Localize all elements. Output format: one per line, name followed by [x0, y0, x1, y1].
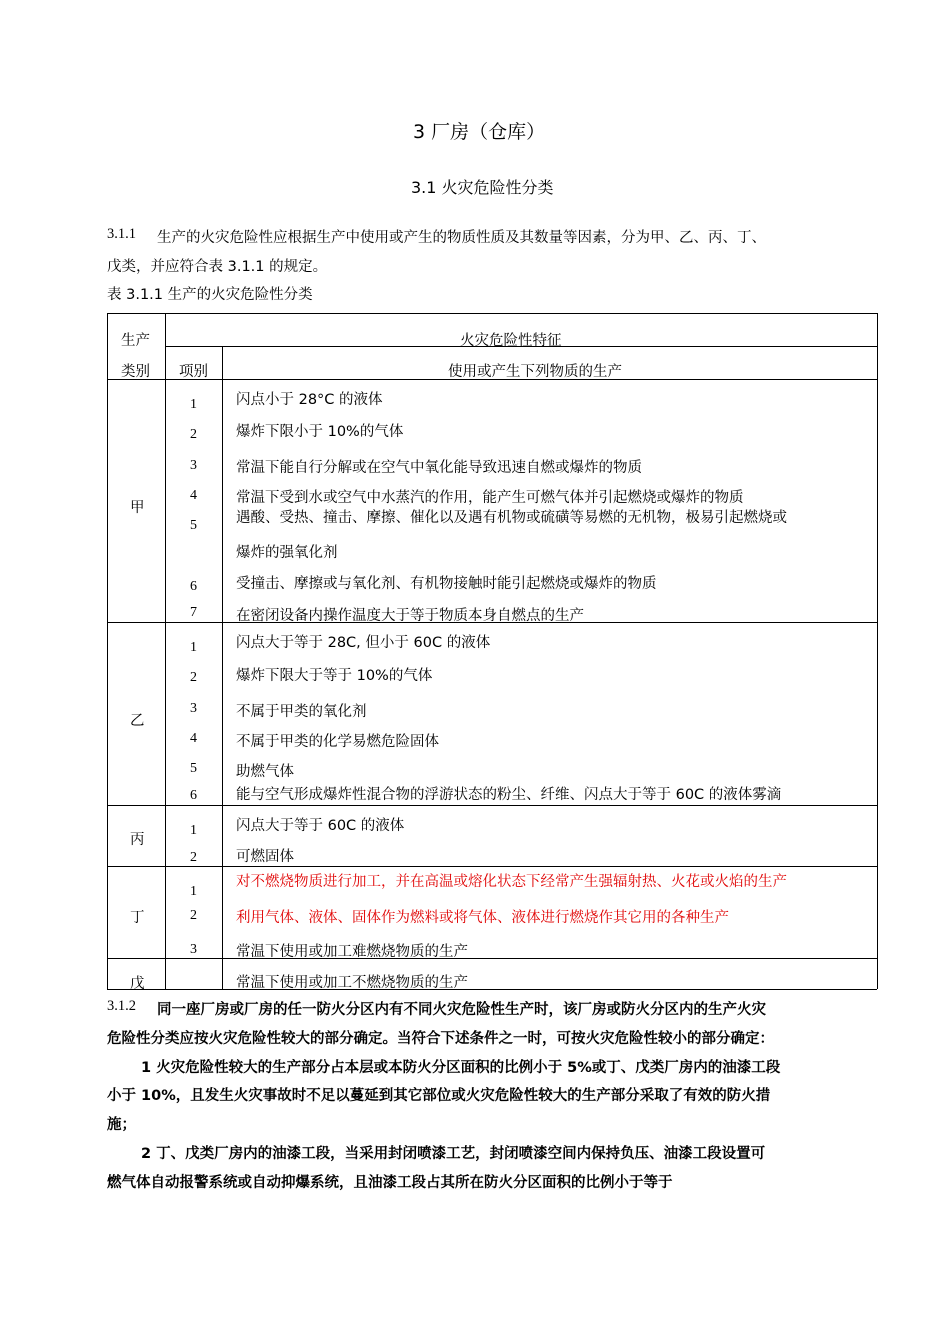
list-item-line: 1 火灾危险性较大的生产部分占本层或本防火分区面积的比例小于 5%或丁、戊类厂房内的油漆工段 — [141, 1060, 781, 1076]
section-title: 3.1 火灾危险性分类 — [411, 178, 554, 197]
item-text: 助燃气体 — [236, 764, 294, 780]
item-number: 2 — [190, 670, 197, 685]
item-number: 2 — [190, 850, 197, 865]
header-category-bottom: 类别 — [121, 364, 150, 380]
item-number: 1 — [190, 823, 197, 838]
item-text: 爆炸的强氧化剂 — [236, 545, 338, 561]
category-wu: 戊 — [130, 976, 145, 992]
item-text: 常温下受到水或空气中水蒸汽的作用，能产生可燃气体并引起燃烧或爆炸的物质 — [236, 490, 744, 506]
item-text: 受撞击、摩擦或与氧化剂、有机物接触时能引起燃烧或爆炸的物质 — [236, 576, 657, 592]
item-number: 2 — [190, 427, 197, 442]
item-number: 1 — [190, 884, 197, 899]
category-jia: 甲 — [130, 500, 145, 516]
item-text: 爆炸下限大于等于 10%的气体 — [236, 668, 433, 684]
item-number: 2 — [190, 908, 197, 923]
item-number: 1 — [190, 397, 197, 412]
item-number: 6 — [190, 579, 197, 594]
category-bing: 丙 — [130, 832, 145, 848]
table-caption: 表 3.1.1 生产的火灾危险性分类 — [107, 287, 313, 303]
item-text: 闪点大于等于 60C 的液体 — [236, 818, 405, 834]
item-number: 3 — [190, 942, 197, 957]
item-text: 闪点小于 28°C 的液体 — [236, 392, 383, 408]
header-feature: 火灾危险性特征 — [460, 333, 562, 349]
item-number: 4 — [190, 731, 197, 746]
header-category-top: 生产 — [121, 333, 150, 349]
item-text: 遇酸、受热、撞击、摩擦、催化以及遇有机物或硫磺等易燃的无机物，极易引起燃烧或 — [236, 510, 787, 526]
item-number: 5 — [190, 761, 197, 776]
list-item-line: 燃气体自动报警系统或自动抑爆系统，且油漆工段占其所在防火分区面积的比例小于等于 — [107, 1175, 673, 1191]
item-text: 在密闭设备内操作温度大于等于物质本身自燃点的生产 — [236, 608, 584, 624]
list-item-line: 小于 10%，且发生火灾事故时不足以蔓延到其它部位或火灾危险性较大的生产部分采取了有效的防火措 — [107, 1088, 771, 1104]
item-text: 闪点大于等于 28C, 但小于 60C 的液体 — [236, 635, 491, 651]
item-text-highlighted: 对不燃烧物质进行加工，并在高温或熔化状态下经常产生强辐射热、火花或火焰的生产 — [236, 874, 787, 890]
clause-text-line: 戊类，并应符合表 3.1.1 的规定。 — [107, 259, 328, 275]
item-number: 3 — [190, 458, 197, 473]
item-number: 4 — [190, 488, 197, 503]
item-text: 常温下使用或加工不燃烧物质的生产 — [236, 975, 468, 991]
category-ding: 丁 — [130, 910, 145, 926]
item-number: 6 — [190, 788, 197, 803]
page-title: 3 厂房（仓库） — [413, 121, 546, 143]
clause-text-line: 生产的火灾危险性应根据生产中使用或产生的物质性质及其数量等因素，分为甲、乙、丙、丁、 — [157, 230, 766, 246]
item-text: 爆炸下限小于 10%的气体 — [236, 424, 404, 440]
item-text: 常温下使用或加工难燃烧物质的生产 — [236, 944, 468, 960]
category-yi: 乙 — [130, 713, 145, 729]
clause-number: 3.1.1 — [107, 226, 136, 242]
header-description: 使用或产生下列物质的生产 — [448, 364, 622, 380]
header-item: 项别 — [179, 364, 208, 380]
item-text: 不属于甲类的化学易燃危险固体 — [236, 734, 439, 750]
item-number: 5 — [190, 518, 197, 533]
item-text: 不属于甲类的氧化剂 — [236, 704, 367, 720]
clause-text-line: 危险性分类应按火灾危险性较大的部分确定。当符合下述条件之一时，可按火灾危险性较小的部分确定： — [107, 1031, 774, 1047]
item-number: 3 — [190, 701, 197, 716]
item-text: 可燃固体 — [236, 849, 294, 865]
item-number: 7 — [190, 605, 197, 620]
list-item-line: 2 丁、戊类厂房内的油漆工段，当采用封闭喷漆工艺，封闭喷漆空间内保持负压、油漆工段设置可 — [141, 1146, 766, 1162]
item-text-highlighted: 利用气体、液体、固体作为燃料或将气体、液体进行燃烧作其它用的各种生产 — [236, 910, 729, 926]
item-text: 能与空气形成爆炸性混合物的浮游状态的粉尘、纤维、闪点大于等于 60C 的液体雾滴 — [236, 787, 782, 803]
list-item-line: 施； — [107, 1117, 136, 1133]
clause-text-line: 同一座厂房或厂房的任一防火分区内有不同火灾危险性生产时，该厂房或防火分区内的生产火灾 — [157, 1002, 766, 1018]
item-text: 常温下能自行分解或在空气中氧化能导致迅速自燃或爆炸的物质 — [236, 460, 642, 476]
item-number: 1 — [190, 640, 197, 655]
clause-number: 3.1.2 — [107, 998, 136, 1014]
